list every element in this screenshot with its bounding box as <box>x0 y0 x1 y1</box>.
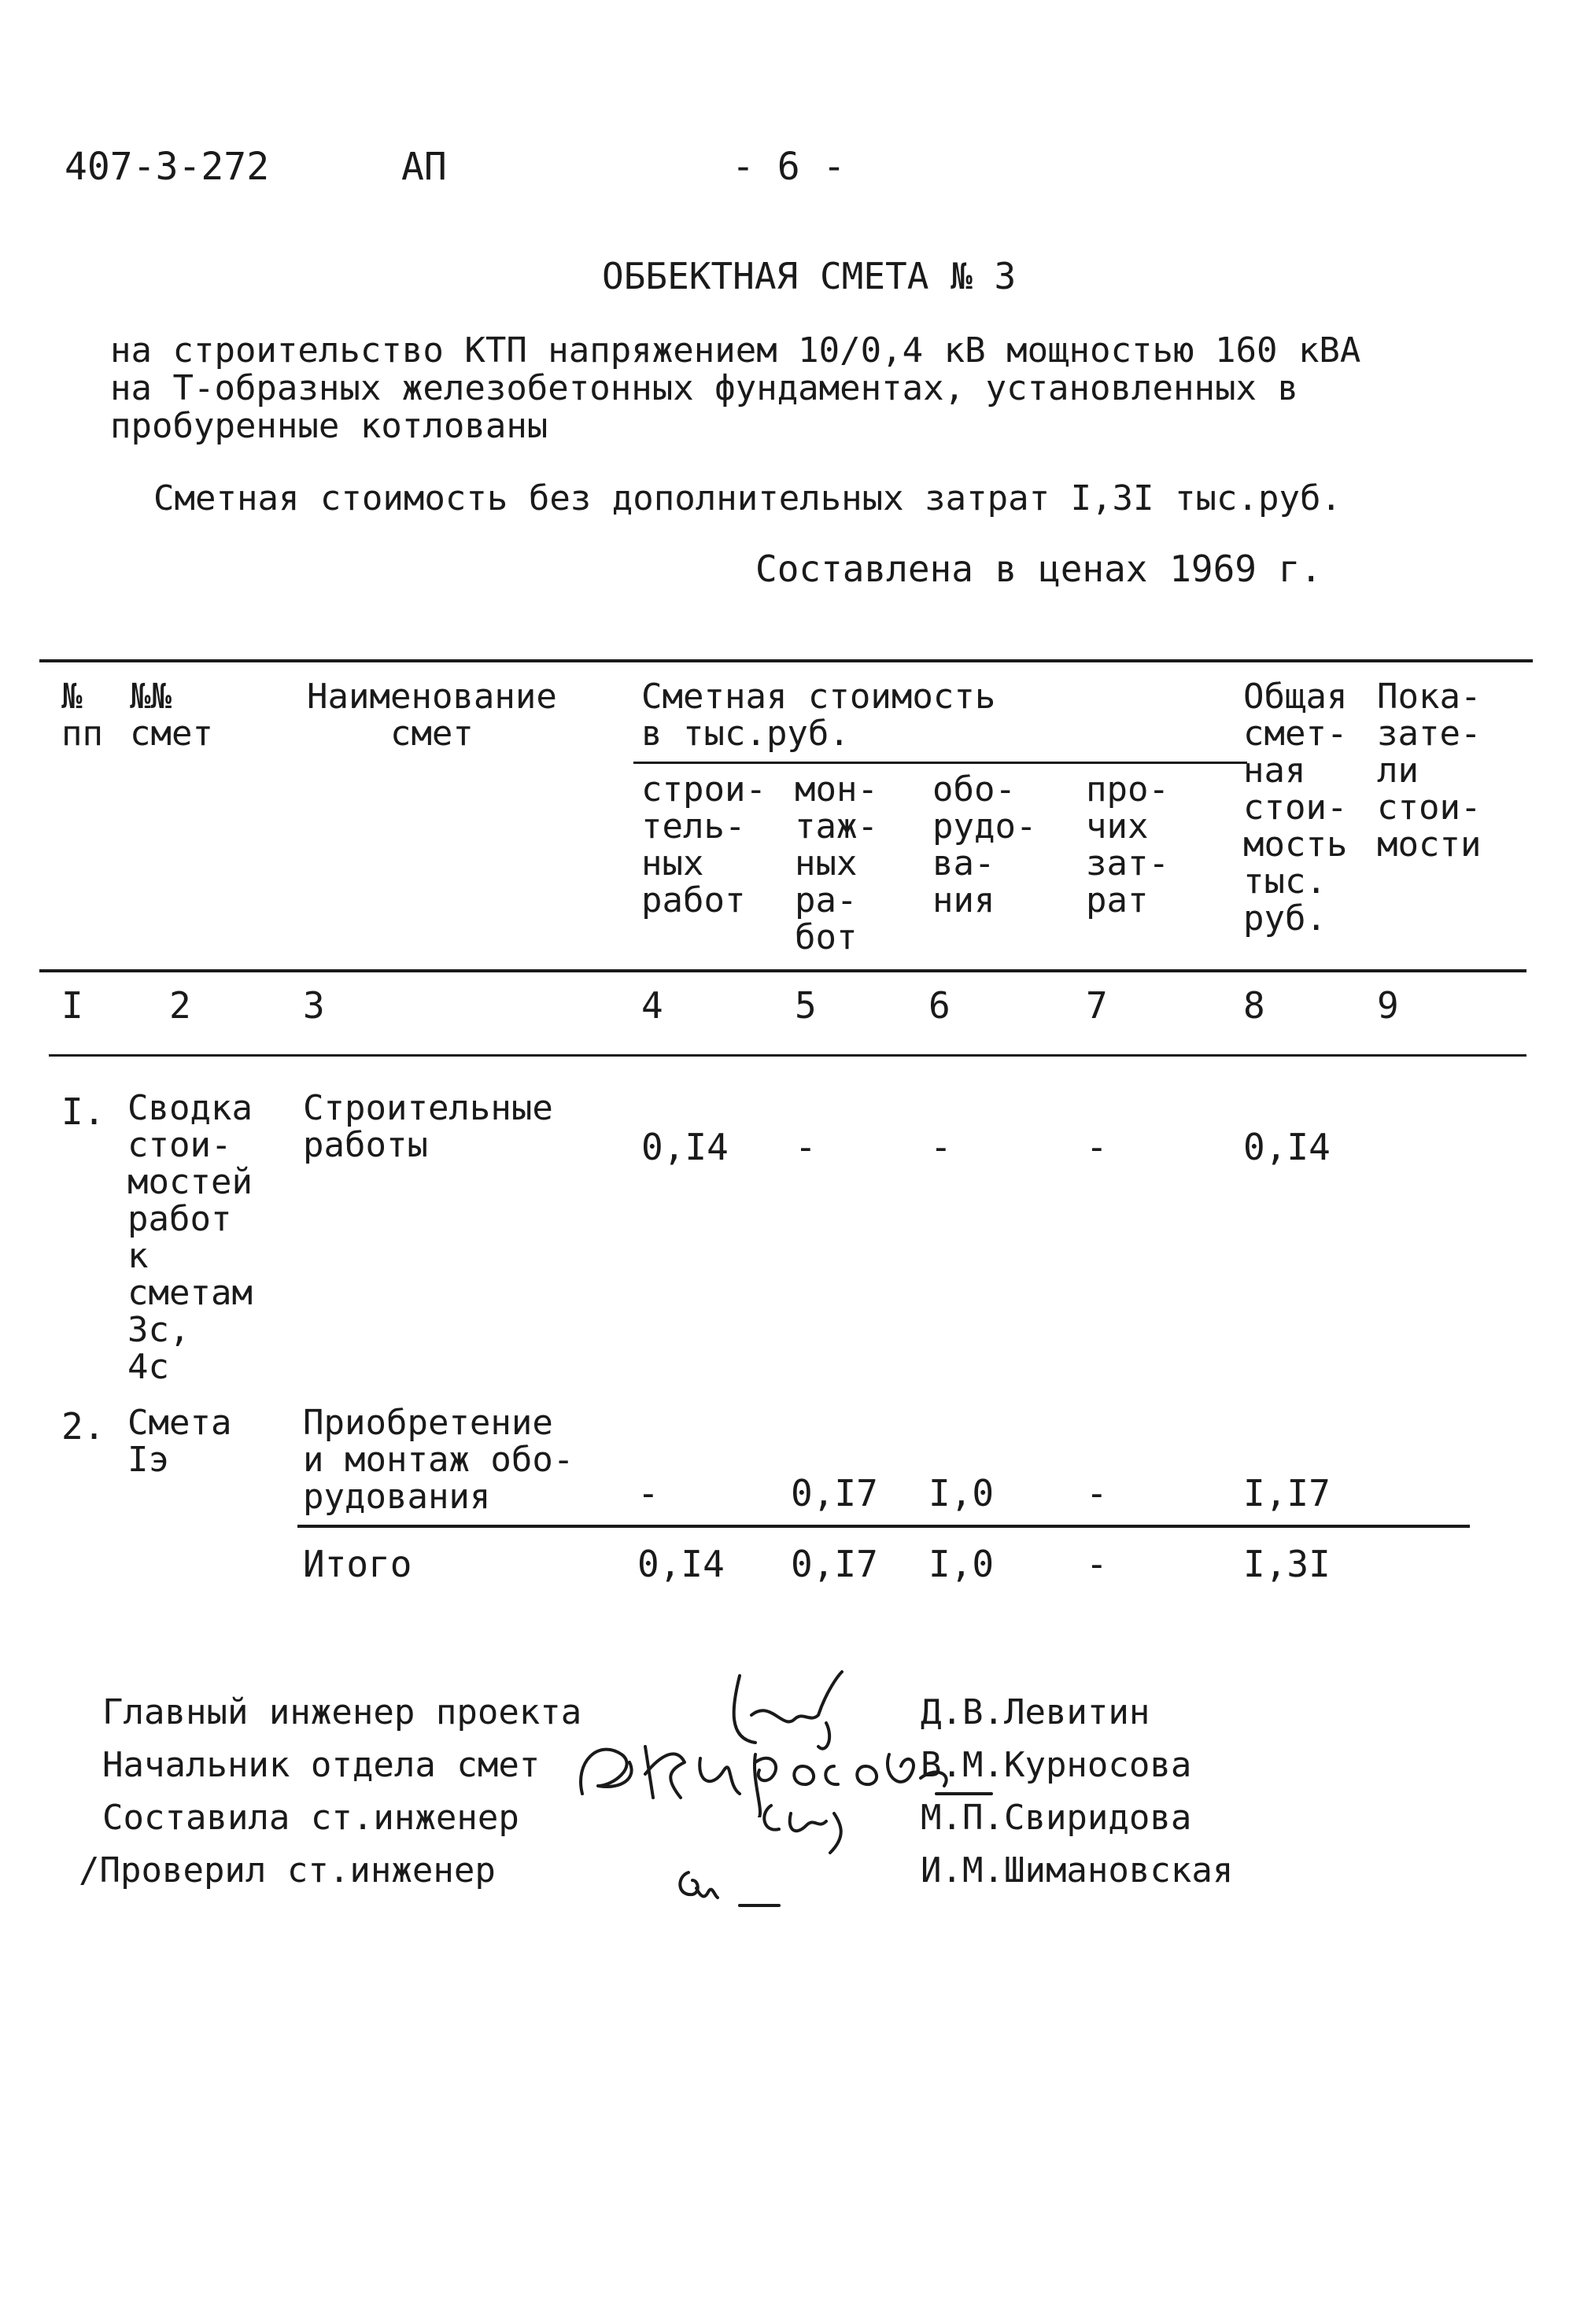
totals-label: Итого <box>303 1543 412 1585</box>
row-1-total: 0,I4 <box>1243 1126 1331 1168</box>
signer-3-role: Составила ст.инженер <box>102 1798 519 1838</box>
prices-year-line: Составлена в ценах 1969 г. <box>755 548 1323 590</box>
column-number-3: 3 <box>303 984 325 1027</box>
row-2-total: I,I7 <box>1243 1472 1331 1514</box>
subtitle-line-2: на Т-образных железобетонных фундаментах, установленных в <box>110 368 1298 408</box>
signer-4-role: /Проверил ст.инженер <box>79 1850 496 1891</box>
header-estimate-name: Наименование смет <box>307 677 557 754</box>
totals-other: - <box>1086 1543 1108 1585</box>
header-indicators: Пока- зате- ли стои- мости <box>1377 677 1482 865</box>
row-1-equipment: - <box>930 1126 952 1168</box>
header-bottom-rule <box>39 969 1526 972</box>
estimated-cost-line: Сметная стоимость без дополнительных затрат I,3I тыс.руб. <box>153 478 1342 518</box>
header-estimate-number: №№ смет <box>130 677 213 754</box>
subtitle-line-1: на строительство КТП напряжением 10/0,4 кВ мощностью 160 кВА <box>110 330 1361 371</box>
header-equipment: обо- рудо- ва- ния <box>932 769 1037 920</box>
row-1-construction: 0,I4 <box>641 1126 729 1168</box>
group-header-rule <box>633 762 1247 764</box>
subtitle-line-3: пробуренные котлованы <box>110 406 548 446</box>
header-total-cost: Общая смет- ная стои- мость тыс. руб. <box>1243 677 1348 939</box>
column-number-4: 4 <box>641 984 663 1027</box>
page-number: - 6 - <box>732 145 846 189</box>
header-other: про- чих зат- рат <box>1086 769 1169 920</box>
header-construction: строи- тель- ных работ <box>641 769 766 920</box>
row-1-other: - <box>1086 1126 1108 1168</box>
signer-3-name: М.П.Свиридова <box>921 1798 1192 1838</box>
column-number-1: I <box>61 984 83 1027</box>
header-row-number: № пп <box>61 677 103 754</box>
section-code: АП <box>401 145 447 189</box>
row-1-number: I. <box>61 1090 105 1133</box>
document-code: 407-3-272 <box>65 145 270 189</box>
row-2-equipment: I,0 <box>928 1472 995 1514</box>
header-installation: мон- таж- ных ра- бот <box>795 769 878 957</box>
column-number-9: 9 <box>1377 984 1399 1027</box>
column-numbers-rule <box>49 1054 1526 1057</box>
totals-installation: 0,I7 <box>791 1543 878 1585</box>
signer-4-name: И.М.Шимановская <box>921 1850 1234 1891</box>
totals-rule <box>297 1525 1470 1528</box>
totals-total: I,3I <box>1243 1543 1331 1585</box>
totals-construction: 0,I4 <box>637 1543 725 1585</box>
row-1-name: Строительные работы <box>303 1088 553 1165</box>
totals-equipment: I,0 <box>928 1543 995 1585</box>
header-cost-group: Сметная стоимость в тыс.руб. <box>641 677 996 754</box>
row-2-other: - <box>1086 1472 1108 1514</box>
table-top-rule <box>39 659 1533 662</box>
signer-1-name: Д.В.Левитин <box>921 1692 1150 1732</box>
row-2-installation: 0,I7 <box>791 1472 878 1514</box>
signer-1-role: Главный инженер проекта <box>102 1692 582 1732</box>
row-2-name: Приобретение и монтаж обо- рудования <box>303 1403 574 1517</box>
row-1-installation: - <box>795 1126 817 1168</box>
document-title: ОББЕКТНАЯ СМЕТА № 3 <box>602 255 1017 297</box>
column-number-8: 8 <box>1243 984 1265 1027</box>
column-number-6: 6 <box>928 984 951 1027</box>
signer-2-name: В.М.Курносова <box>921 1745 1192 1785</box>
handwritten-signature-checker <box>669 1857 787 1920</box>
handwritten-signature-compiler <box>748 1790 873 1861</box>
row-2-estimate: Смета Iэ <box>127 1403 232 1480</box>
column-number-7: 7 <box>1086 984 1108 1027</box>
column-number-2: 2 <box>169 984 191 1027</box>
column-number-5: 5 <box>795 984 817 1027</box>
row-1-estimate: Сводка стои- мостей работ к сметам 3с, 4с <box>127 1088 253 1387</box>
row-2-construction: - <box>637 1472 659 1514</box>
signer-2-role: Начальник отдела смет <box>102 1745 541 1785</box>
row-2-number: 2. <box>61 1405 105 1448</box>
